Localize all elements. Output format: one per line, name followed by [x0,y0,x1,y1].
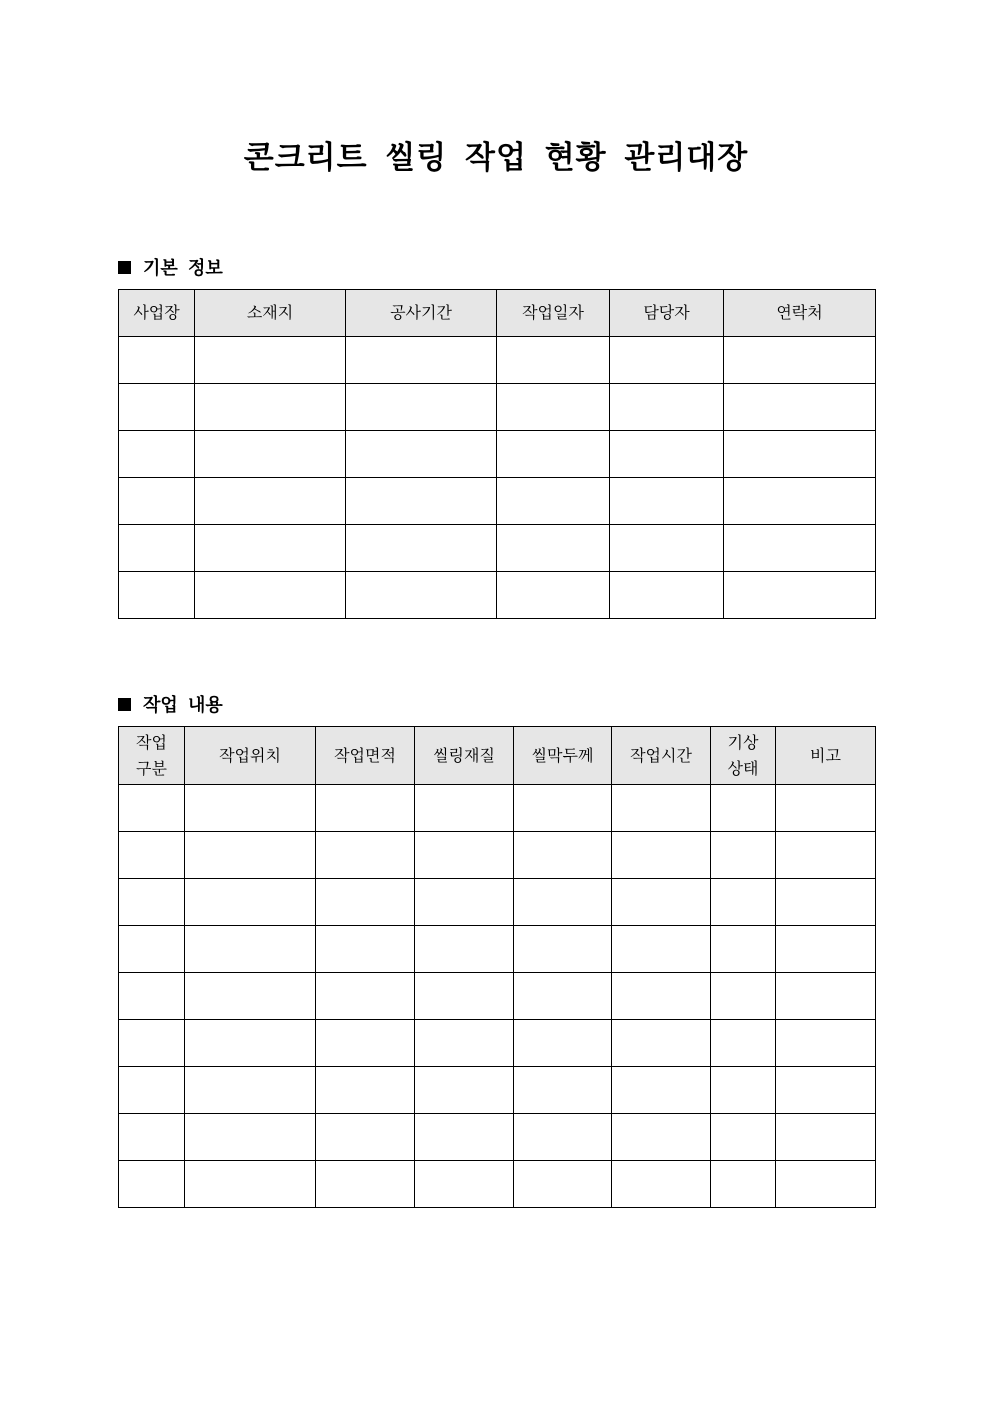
table-cell[interactable] [185,926,316,973]
table-row [119,525,876,572]
column-header [514,727,612,785]
table-header-row [119,727,876,785]
table-cell[interactable] [776,1067,876,1114]
column-header-label: 씰막두께 [531,745,594,765]
table-cell[interactable] [724,525,876,572]
table-cell[interactable] [195,384,346,431]
table-cell[interactable] [185,1114,316,1161]
table-cell[interactable] [119,337,195,384]
table-cell[interactable] [612,879,711,926]
table-cell[interactable] [610,572,724,619]
table-cell[interactable] [711,1114,776,1161]
section-heading-label: 작업 내용 [143,695,223,716]
section-heading-basic-info [118,254,223,280]
table-cell[interactable] [415,832,514,879]
table-cell[interactable] [185,1161,316,1208]
table-cell[interactable] [514,926,612,973]
table-cell[interactable] [776,1020,876,1067]
table-cell[interactable] [776,1161,876,1208]
table-cell[interactable] [119,785,185,832]
column-header-label: 공사기간 [390,303,452,322]
table-cell[interactable] [316,1161,415,1208]
column-header [776,727,876,785]
column-header [346,290,497,337]
table-cell[interactable] [316,973,415,1020]
table-cell[interactable] [119,478,195,525]
table-row [119,572,876,619]
table-cell[interactable] [497,572,610,619]
column-header-label: 사업장 [133,303,180,322]
table-cell[interactable] [415,1114,514,1161]
table-cell[interactable] [119,525,195,572]
table-cell[interactable] [724,337,876,384]
table-cell[interactable] [346,384,497,431]
column-header [316,727,415,785]
table-cell[interactable] [119,1114,185,1161]
table-cell[interactable] [497,384,610,431]
table-cell[interactable] [612,926,711,973]
column-header-label: 씰링재질 [433,745,495,765]
table-cell[interactable] [711,926,776,973]
table-cell[interactable] [612,1067,711,1114]
table-cell[interactable] [415,1020,514,1067]
column-header-label: 비고 [810,745,841,765]
table-cell[interactable] [514,1067,612,1114]
table-cell[interactable] [346,337,497,384]
table-cell[interactable] [610,431,724,478]
table-cell[interactable] [119,1161,185,1208]
table-cell[interactable] [119,384,195,431]
table-row [119,879,876,926]
table-cell[interactable] [776,832,876,879]
column-header-label: 소재지 [246,303,294,322]
table-cell[interactable] [610,525,724,572]
square-bullet-icon [118,698,131,711]
column-header [497,290,610,337]
table-row [119,1067,876,1114]
table-cell[interactable] [316,785,415,832]
column-header-label: 작업면적 [334,745,396,765]
table-cell[interactable] [724,572,876,619]
column-header [119,290,195,337]
table-row [119,1161,876,1208]
column-header [415,727,514,785]
column-header-label: 작업위치 [219,745,281,765]
table-cell[interactable] [119,431,195,478]
table-cell[interactable] [711,785,776,832]
table-cell[interactable] [612,973,711,1020]
table-cell[interactable] [776,1114,876,1161]
section-heading-label: 기본 정보 [143,258,223,279]
table-cell[interactable] [724,478,876,525]
table-row [119,832,876,879]
table-cell[interactable] [195,431,346,478]
table-cell[interactable] [195,572,346,619]
section-heading-work-details [118,691,223,717]
table-cell[interactable] [497,478,610,525]
table-cell[interactable] [711,1067,776,1114]
table-cell[interactable] [514,879,612,926]
table-cell[interactable] [119,572,195,619]
column-header [610,290,724,337]
table-cell[interactable] [316,1114,415,1161]
table-cell[interactable] [415,785,514,832]
table-cell[interactable] [316,1067,415,1114]
work-details-table [118,726,876,1208]
column-header-label: 작업 구분 [136,732,167,778]
table-row [119,337,876,384]
table-cell[interactable] [612,1161,711,1208]
table-cell[interactable] [724,384,876,431]
table-cell[interactable] [612,1114,711,1161]
table-cell[interactable] [185,879,316,926]
table-cell[interactable] [612,1020,711,1067]
table-cell[interactable] [711,1020,776,1067]
table-cell[interactable] [415,1067,514,1114]
table-cell[interactable] [185,1067,316,1114]
table-cell[interactable] [346,431,497,478]
table-cell[interactable] [514,1020,612,1067]
table-row [119,478,876,525]
table-cell[interactable] [316,832,415,879]
table-cell[interactable] [610,337,724,384]
table-row [119,926,876,973]
table-cell[interactable] [514,832,612,879]
table-cell[interactable] [119,832,185,879]
table-cell[interactable] [497,431,610,478]
column-header-label: 기상 상태 [727,732,759,778]
table-cell[interactable] [346,478,497,525]
column-header-label: 작업일자 [522,303,584,322]
column-header-label: 담당자 [643,303,690,322]
table-cell[interactable] [346,572,497,619]
column-header [195,290,346,337]
table-cell[interactable] [346,525,497,572]
column-header [119,727,185,785]
table-row [119,1020,876,1067]
table-cell[interactable] [119,926,185,973]
table-cell[interactable] [185,1020,316,1067]
table-cell[interactable] [514,1114,612,1161]
table-cell[interactable] [711,879,776,926]
table-cell[interactable] [514,973,612,1020]
column-header [711,727,776,785]
table-cell[interactable] [776,926,876,973]
table-cell[interactable] [724,431,876,478]
table-cell[interactable] [119,879,185,926]
table-cell[interactable] [195,337,346,384]
table-cell[interactable] [415,1161,514,1208]
table-row [119,785,876,832]
table-cell[interactable] [316,879,415,926]
table-row [119,973,876,1020]
table-cell[interactable] [195,525,346,572]
table-cell[interactable] [185,832,316,879]
table-cell[interactable] [415,926,514,973]
table-cell[interactable] [514,1161,612,1208]
table-cell[interactable] [711,832,776,879]
table-cell[interactable] [612,785,711,832]
table-cell[interactable] [119,973,185,1020]
table-row [119,1114,876,1161]
table-cell[interactable] [776,879,876,926]
table-cell[interactable] [776,973,876,1020]
table-cell[interactable] [776,785,876,832]
column-header [612,727,711,785]
table-cell[interactable] [415,973,514,1020]
table-row [119,431,876,478]
table-cell[interactable] [610,384,724,431]
table-cell[interactable] [185,785,316,832]
table-cell[interactable] [497,525,610,572]
table-cell[interactable] [514,785,612,832]
table-cell[interactable] [316,1020,415,1067]
table-cell[interactable] [185,973,316,1020]
table-header-row [119,290,876,337]
square-bullet-icon [118,261,131,274]
basic-info-table [118,289,876,619]
table-cell[interactable] [119,1067,185,1114]
table-cell[interactable] [195,478,346,525]
column-header-label: 작업시간 [630,745,692,765]
table-cell[interactable] [612,832,711,879]
table-cell[interactable] [415,879,514,926]
table-cell[interactable] [316,926,415,973]
table-cell[interactable] [119,1020,185,1067]
table-cell[interactable] [610,478,724,525]
document-title: 콘크리트 씰링 작업 현황 관리대장 [243,140,749,176]
table-row [119,384,876,431]
column-header [724,290,876,337]
table-cell[interactable] [711,973,776,1020]
table-cell[interactable] [497,337,610,384]
table-cell[interactable] [711,1161,776,1208]
column-header [185,727,316,785]
column-header-label: 연락처 [776,303,823,322]
